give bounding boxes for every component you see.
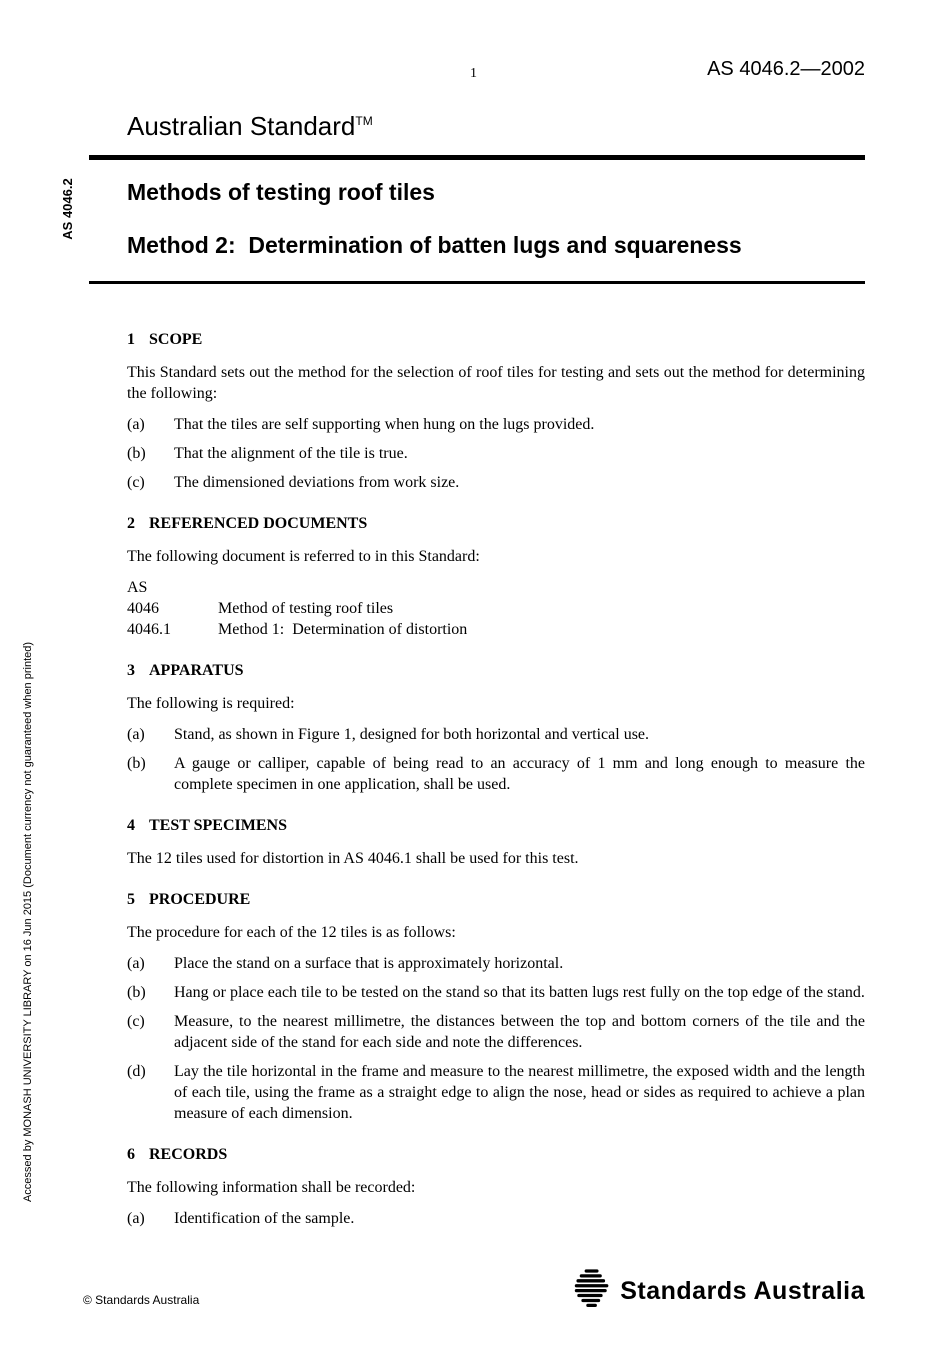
list-item-text: That the alignment of the tile is true. [174, 445, 408, 462]
paragraph: This Standard sets out the method for the selection of roof tiles for testing and sets out the method for determining the following: [127, 364, 869, 402]
list-item [127, 472, 865, 493]
reference-description: Method of testing roof tiles [218, 600, 394, 617]
section-number: 2 [127, 515, 135, 532]
section-heading [127, 889, 865, 910]
section-referenced-documents [127, 513, 865, 640]
standards-australia-logo [574, 1268, 865, 1315]
list-item-text: Stand, as shown in Figure 1, designed for both horizontal and vertical use. [174, 726, 650, 743]
paragraph: The procedure for each of the 12 tiles is as follows: [127, 924, 456, 941]
section-heading [127, 513, 865, 534]
paragraph: The following document is referred to in this Standard: [127, 548, 480, 565]
section-title: TEST SPECIMENS [149, 817, 287, 834]
section-number: 4 [127, 817, 135, 834]
list-item-label: (b) [127, 445, 146, 462]
paragraph: The following is required: [127, 695, 295, 712]
section-number: 5 [127, 891, 135, 908]
page-number: 1 [470, 66, 477, 81]
section-procedure [127, 889, 869, 1124]
list-item-text: That the tiles are self supporting when hung on the lugs provided. [174, 416, 595, 433]
reference-list [127, 577, 865, 640]
section-title: PROCEDURE [149, 891, 251, 908]
top-divider [89, 155, 865, 160]
document-code: AS 4046.2—2002 [707, 58, 865, 80]
list-item-text: A gauge or calliper, capable of being read to an accuracy of 1 mm and long enough to measure the complete specimen in one application, shall be used. [174, 755, 869, 793]
list-item-text: Measure, to the nearest millimetre, the distances between the top and bottom corners of the tile and the adjacent side of the stand for each side and note the differences. [174, 1013, 869, 1051]
reference-list-header: AS [127, 579, 148, 596]
list-item-label: (a) [127, 955, 145, 972]
section-test-specimens [127, 815, 865, 869]
reference-description: Method 1: Determination of distortion [218, 621, 468, 638]
section-apparatus [127, 660, 869, 795]
brand-title [127, 106, 865, 141]
section-title: REFERENCED DOCUMENTS [149, 515, 368, 532]
reference-code: 4046.1 [127, 621, 171, 638]
list-item [127, 953, 865, 974]
section-title: SCOPE [149, 331, 203, 348]
list-item-text: Hang or place each tile to be tested on the stand so that its batten lugs rest fully on the top edge of the stand. [174, 984, 865, 1001]
paragraph: The 12 tiles used for distortion in AS 4046.1 shall be used for this test. [127, 850, 579, 867]
list-item-label: (c) [127, 1013, 145, 1030]
list-item [127, 1011, 869, 1053]
library-access-note: Accessed by MONASH UNIVERSITY LIBRARY on 16 Jun 2015 (Document currency not guaranteed when printed) [22, 641, 34, 1203]
section-title: APPARATUS [149, 662, 244, 679]
paragraph: The following information shall be recorded: [127, 1179, 416, 1196]
list-item [127, 414, 865, 435]
list-item [127, 1061, 869, 1124]
section-records [127, 1144, 865, 1229]
section-number: 1 [127, 331, 135, 348]
reference-row [127, 619, 865, 640]
reference-row [127, 598, 865, 619]
section-heading [127, 815, 865, 836]
section-heading [127, 660, 865, 681]
list-item-label: (a) [127, 1210, 145, 1227]
section-scope [127, 329, 869, 493]
list-item-text: Identification of the sample. [174, 1210, 355, 1227]
list-item-label: (b) [127, 984, 146, 1001]
list-item [127, 982, 865, 1003]
list-item-label: (d) [127, 1063, 146, 1080]
section-heading [127, 1144, 865, 1165]
reference-code: 4046 [127, 600, 159, 617]
list-item-label: (a) [127, 416, 145, 433]
list-item-label: (b) [127, 755, 146, 772]
list-item [127, 724, 865, 745]
page-header [0, 58, 950, 98]
page-footer [83, 1268, 865, 1315]
standards-australia-logo-icon [574, 1268, 610, 1315]
list-item [127, 443, 865, 464]
brand-name: Australian Standard [127, 111, 356, 141]
copyright-notice: © Standards Australia [83, 1293, 200, 1307]
section-number: 6 [127, 1146, 135, 1163]
list-item [127, 753, 869, 795]
method-title: Method 2: Determination of batten lugs and squareness [127, 232, 742, 258]
section-title: RECORDS [149, 1146, 228, 1163]
list-item-text: Place the stand on a surface that is approximately horizontal. [174, 955, 564, 972]
title-divider [89, 281, 865, 284]
trademark-symbol: TM [355, 114, 373, 128]
spine-doc-code: AS 4046.2 [60, 178, 75, 240]
section-number: 3 [127, 662, 135, 679]
document-title: Methods of testing roof tiles [127, 179, 435, 205]
list-item-label: (c) [127, 474, 145, 491]
section-heading [127, 329, 865, 350]
document-body [127, 329, 869, 1229]
logo-wordmark: Standards Australia [620, 1277, 865, 1305]
list-item-text: Lay the tile horizontal in the frame and measure to the nearest millimetre, the exposed width and the length of each tile, using the frame as a straight edge to align the nose, head or sides as required to achieve a plan measure of each dimension. [174, 1063, 869, 1122]
list-item-text: The dimensioned deviations from work size. [174, 474, 460, 491]
list-item-label: (a) [127, 726, 145, 743]
list-item [127, 1208, 865, 1229]
